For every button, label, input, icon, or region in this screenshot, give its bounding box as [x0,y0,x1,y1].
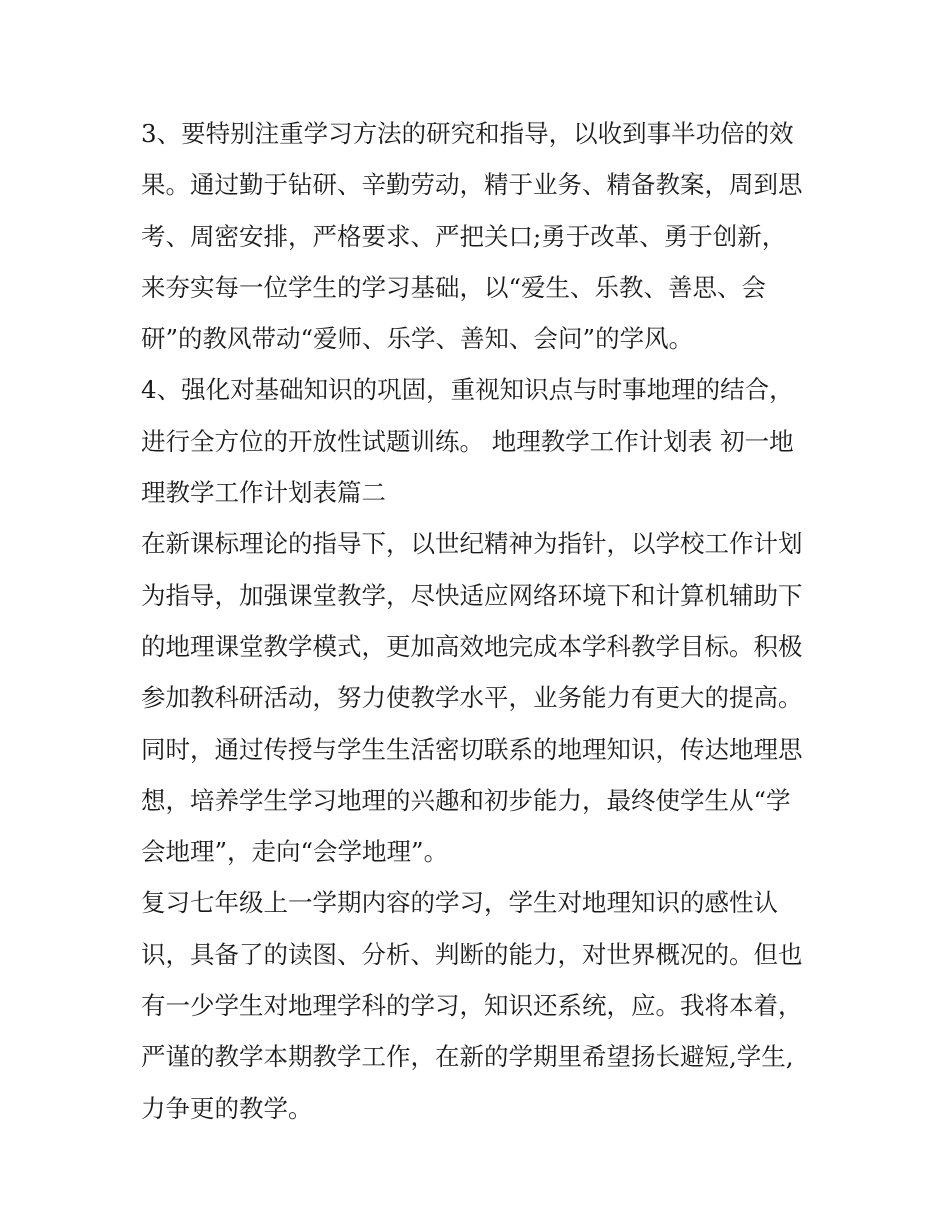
text-line: 想，培养学生学习地理的兴趣和初步能力，最终使学生从“学 [141,785,791,815]
text-line: 为指导，加强课堂教学，尽快适应网络环境下和计算机辅助下 [141,580,803,610]
text-line: 理教学工作计划表篇二 [141,478,386,508]
text-line: 复习七年级上一学期内容的学习，学生对地理知识的感性认 [141,888,778,918]
text-line: 考、周密安排，严格要求、严把关口;勇于改革、勇于创新， [141,221,787,251]
text-line: 进行全方位的开放性试题训练。 地理教学工作计划表 初一地 [141,426,794,456]
text-line: 4、强化对基础知识的巩固，重视知识点与时事地理的结合， [141,375,794,405]
text-line: 研”的教风带动“爱师、乐学、善知、会问”的学风。 [141,324,694,354]
text-line: 来夯实每一位学生的学习基础，以“爱生、乐教、善思、会 [141,272,767,302]
text-line: 同时，通过传授与学生生活密切联系的地理知识，传达地理思 [141,734,803,764]
text-line: 识，具备了的读图、分析、判断的能力，对世界概况的。但也 [141,939,803,969]
text-line: 力争更的教学。 [141,1093,313,1123]
text-line: 参加教科研活动，努力使教学水平，业务能力有更大的提高。 [141,683,803,713]
text-line: 有一少学生对地理学科的学习，知识还系统，应。我将本着， [141,991,803,1021]
text-line: 在新课标理论的指导下，以世纪精神为指针，以学校工作计划 [141,529,803,559]
text-line: 严谨的教学本期教学工作，在新的学期里希望扬长避短,学生, [141,1042,794,1072]
text-line: 3、要特别注重学习方法的研究和指导，以收到事半功倍的效 [141,119,794,148]
text-line: 会地理”，走向“会学地理”。 [141,837,449,867]
document-body [141,108,821,1134]
text-line: 的地理课堂教学模式，更加高效地完成本学科教学目标。积极 [141,631,803,661]
text-line: 果。通过勤于钻研、辛勤劳动，精于业务、精备教案，周到思 [141,170,803,200]
